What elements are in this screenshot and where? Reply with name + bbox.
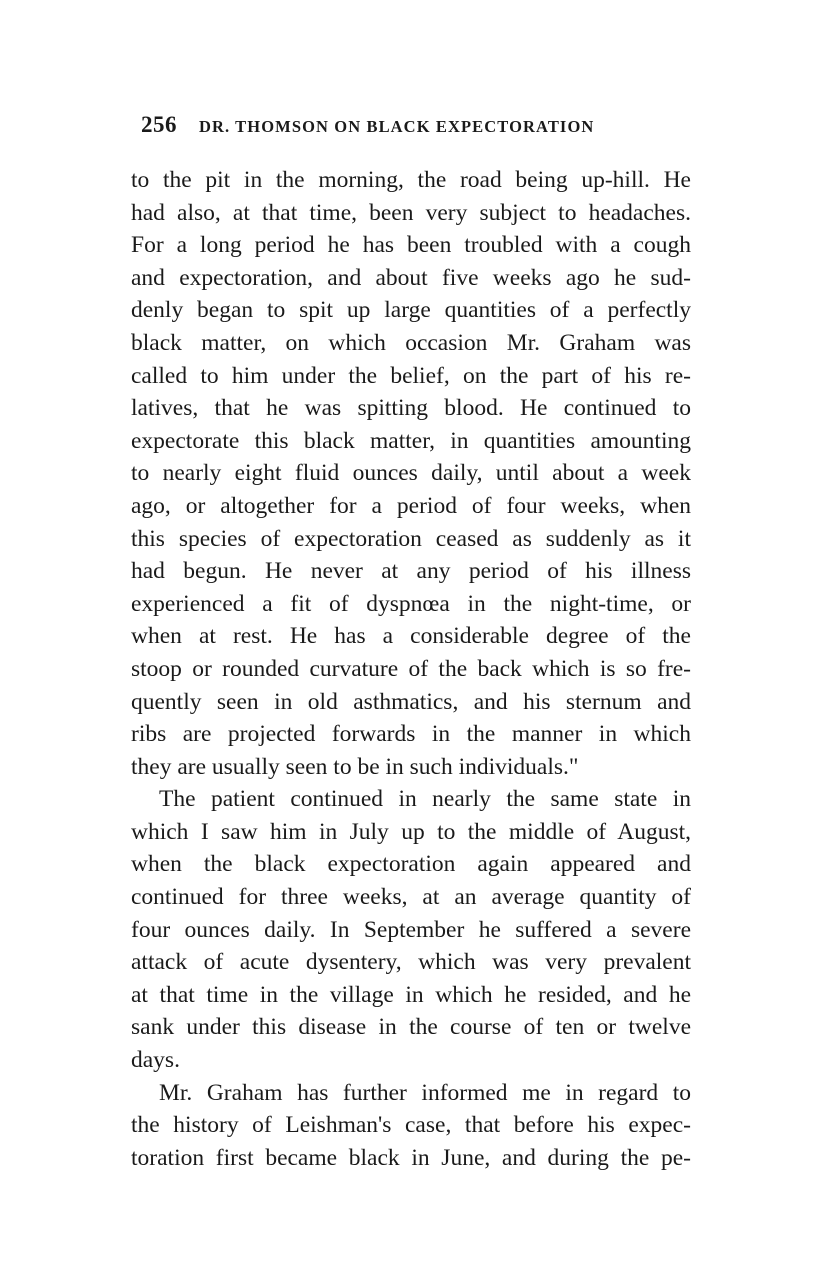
text-line: the history of Leishman's case, that before his expec- (131, 1112, 691, 1139)
paragraph-1 (131, 164, 691, 783)
text-line: stoop or rounded curvature of the back which is so fre- (131, 655, 691, 682)
text-line: they are usually seen to be in such individuals." (131, 753, 579, 780)
text-line: latives, that he was spitting blood. He continued to (131, 395, 691, 422)
text-line: The patient continued in nearly the same state in (159, 786, 691, 813)
text-line: toration first became black in June, and during the pe- (131, 1144, 691, 1171)
text-line: experienced a fit of dyspnœa in the night-time, or (131, 590, 691, 617)
text-line: For a long period he has been troubled with a cough (131, 232, 691, 259)
text-line: had begun. He never at any period of his illness (131, 558, 691, 585)
page-header (141, 112, 701, 142)
text-line: ago, or altogether for a period of four weeks, when (131, 492, 691, 519)
text-line: expectorate this black matter, in quantities amounting (131, 427, 691, 454)
text-line: when the black expectoration again appeared and (131, 851, 691, 878)
text-line: this species of expectoration ceased as suddenly as it (131, 525, 691, 552)
text-line: four ounces daily. In September he suffered a severe (131, 916, 691, 943)
paragraph-2 (131, 783, 691, 1076)
text-line: black matter, on which occasion Mr. Graham was (131, 329, 691, 356)
text-line: and expectoration, and about five weeks ago he sud- (131, 264, 691, 291)
text-line: continued for three weeks, at an average quantity of (131, 884, 691, 911)
text-line: Mr. Graham has further informed me in regard to (159, 1079, 691, 1106)
text-line: called to him under the belief, on the part of his re- (131, 362, 691, 389)
text-line: denly began to spit up large quantities of a perfectly (131, 297, 691, 324)
text-line: to the pit in the morning, the road being up-hill. He (131, 167, 691, 193)
running-head: DR. THOMSON ON BLACK EXPECTORATION (199, 117, 595, 136)
body-text (131, 164, 691, 1174)
text-line: days. (131, 1047, 180, 1074)
text-line: quently seen in old asthmatics, and his sternum and (131, 688, 691, 715)
text-line: ribs are projected forwards in the manner in which (131, 721, 691, 748)
text-line: at that time in the village in which he resided, and he (131, 981, 691, 1008)
text-line: when at rest. He has a considerable degree of the (131, 623, 691, 650)
text-line: sank under this disease in the course of ten or twelve (131, 1014, 691, 1041)
text-line: had also, at that time, been very subject to headaches. (131, 199, 691, 226)
page-number: 256 (141, 112, 177, 137)
text-line: attack of acute dysentery, which was very prevalent (131, 949, 691, 976)
text-line: which I saw him in July up to the middle of August, (131, 818, 691, 845)
paragraph-3 (131, 1077, 691, 1175)
text-line: to nearly eight fluid ounces daily, until about a week (131, 460, 691, 487)
